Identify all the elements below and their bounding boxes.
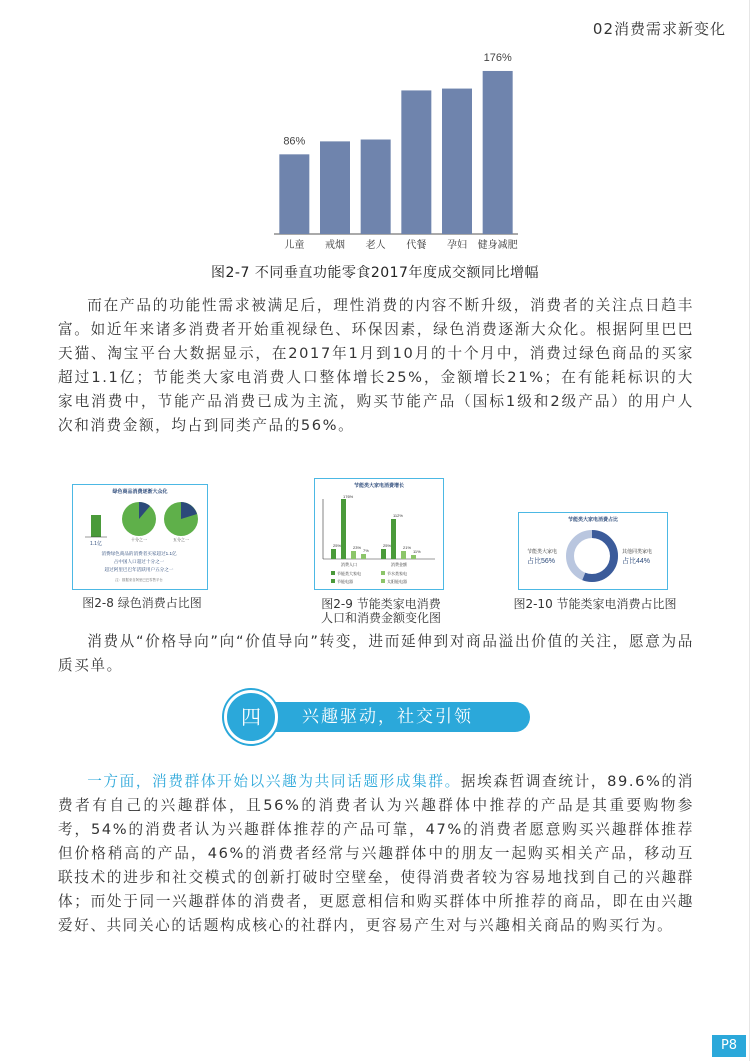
tick-label: 老人 bbox=[365, 240, 386, 251]
caption-line-2: 人口和消费金额变化图 bbox=[320, 611, 441, 625]
figure-graphic bbox=[519, 523, 666, 589]
figure-caption-2 bbox=[296, 597, 466, 625]
figure-caption-3: 图2-10 节能类家电消费占比图 bbox=[513, 597, 677, 611]
mini-bar bbox=[91, 515, 101, 537]
bar-3 bbox=[351, 551, 356, 559]
bar-7 bbox=[401, 551, 406, 559]
figure-graphic bbox=[315, 489, 442, 589]
fig1-note: 注：数据来自阿里巴巴零售平台 bbox=[115, 578, 163, 582]
bar-label-4: 7% bbox=[363, 548, 369, 553]
bar-label-6: 112% bbox=[393, 513, 403, 518]
bar-2 bbox=[341, 499, 346, 559]
legend-swatch bbox=[331, 579, 335, 583]
bar-label-5: 25% bbox=[383, 543, 392, 548]
paragraph-value-orientation: 消费从“价格导向”向“价值导向”转变，进而延伸到对商品溢出价值的关注，愿意为品质买单。 bbox=[58, 633, 694, 674]
bar-老人 bbox=[361, 140, 391, 234]
bar-8 bbox=[411, 555, 416, 559]
tick-label: 孕妇 bbox=[447, 240, 467, 251]
fig1-line-2: 占中国人口超过十分之一 bbox=[113, 559, 165, 564]
highlight-sentence: 一方面，消费群体开始以兴趣为共同话题形成集群。 bbox=[87, 773, 461, 790]
bar-孕妇 bbox=[442, 89, 472, 234]
section-banner bbox=[224, 690, 530, 746]
caption-line-1: 图2-9 节能类家电消费 bbox=[321, 597, 441, 611]
left-label: 节能类大家电 bbox=[527, 549, 558, 555]
data-label: 176% bbox=[483, 51, 512, 64]
legend-swatch bbox=[381, 571, 385, 575]
group-label-1: 消费人口 bbox=[341, 562, 357, 567]
paragraph-interest-groups bbox=[58, 770, 694, 938]
data-label: 86% bbox=[283, 135, 306, 148]
tick-label: 儿童 bbox=[284, 240, 305, 251]
figure-graphic bbox=[73, 495, 206, 589]
bar-label-2: 176% bbox=[343, 494, 354, 499]
chart-caption: 图2-7 不同垂直功能零食2017年度成交额同比增幅 bbox=[211, 265, 539, 281]
tick-label: 健身减肥 bbox=[477, 240, 518, 251]
bar-label-8: 11% bbox=[413, 549, 421, 554]
paragraph-green-consumption: 而在产品的功能性需求被满足后，理性消费的内容不断升级，消费者的关注点日趋丰富。如近年来诸多消费者开始重视绿色、环保因素，绿色消费逐渐大众化。根据阿里巴巴天猫、淘宝平台大数据显示，在2017年1月到10月的十个月中，消费过绿色商品的买家超过1.1亿；节能类大家电消费人口整体增长25%，金额增长21%；在有能耗标识的大家电消费中，节能产品消费已成为主流，购买节能产品（国标1级和2级产品）的用户人次和消费金额，均占到同类产品的56%。 bbox=[58, 297, 694, 434]
section-header: 02消费需求新变化 bbox=[592, 20, 726, 38]
page-number: P8 bbox=[712, 1035, 746, 1057]
fig1-line-1: 消费绿色商品的消费者买家超过1.1亿 bbox=[101, 551, 177, 556]
tick-label: 代餐 bbox=[406, 240, 427, 251]
bar-1 bbox=[331, 549, 336, 559]
figure-title: 节能类大家电消费增长 bbox=[353, 483, 404, 489]
bar-5 bbox=[381, 549, 386, 559]
bar-label: 1.1亿 bbox=[90, 541, 102, 547]
bar-健身减肥 bbox=[483, 71, 513, 234]
figure-title: 节能类大家电消费占比 bbox=[567, 517, 618, 523]
legend-label: 节能电器 bbox=[337, 579, 353, 584]
legend-swatch bbox=[331, 571, 335, 575]
bar-戒烟 bbox=[320, 141, 350, 234]
right-value: 占比44% bbox=[622, 558, 651, 565]
group-label-2: 消费金额 bbox=[391, 562, 407, 567]
fig1-line-3: 超过阿里巴巴年活跃用户五分之一 bbox=[104, 567, 174, 572]
pie-1-label: 十分之一 bbox=[131, 537, 147, 542]
bar-chart bbox=[268, 48, 528, 260]
figure-green-consumption bbox=[72, 484, 208, 590]
figure-energy-saving-share bbox=[518, 512, 668, 590]
figure-caption-1: 图2-8 绿色消费占比图 bbox=[82, 596, 202, 610]
bar-label-1: 25% bbox=[333, 543, 342, 548]
bar-6 bbox=[391, 519, 396, 559]
figure-energy-saving-growth bbox=[314, 478, 444, 590]
legend-label: 节水类家电 bbox=[387, 571, 407, 576]
bar-代餐 bbox=[401, 90, 431, 234]
bar-儿童 bbox=[279, 154, 309, 234]
section-title: 兴趣驱动，社交引领 bbox=[302, 707, 473, 727]
paragraph-body: 据埃森哲调查统计，89.6%的消费者有自己的兴趣群体，且56%的消费者认为兴趣群体中推荐的产品是其重要购物参考，54%的消费者认为兴趣群体推荐的产品可靠，47%的消费者愿意购买兴趣群体推荐但价格稍高的产品，46%的消费者经常与兴趣群体中的朋友一起购买相关产品，移动互联技术的进步和社交模式的创新打破时空壁垒，使得消费者较为容易地找到自己的兴趣群体；而处于同一兴趣群体的消费者，更愿意相信和购买群体中所推荐的商品，即在由兴趣爱好、共同关心的话题构成核心的社群内，更容易产生对与兴趣相关商品的购买行为。 bbox=[58, 773, 694, 934]
pie-2-label: 五分之一 bbox=[173, 537, 189, 542]
tick-label: 戒烟 bbox=[325, 240, 345, 251]
legend-swatch bbox=[381, 579, 385, 583]
legend-label: 太阳能电器 bbox=[387, 579, 407, 584]
bar-4 bbox=[361, 554, 366, 559]
bar-label-7: 21% bbox=[403, 545, 412, 550]
bar-label-3: 23% bbox=[353, 545, 362, 550]
figure-title: 绿色商品消费逐渐大众化 bbox=[112, 489, 168, 495]
legend-label: 节能类大家电 bbox=[337, 571, 361, 576]
left-value: 占比56% bbox=[527, 558, 556, 565]
right-label: 其他同类家电 bbox=[622, 549, 653, 555]
section-number: 四 bbox=[241, 705, 261, 729]
